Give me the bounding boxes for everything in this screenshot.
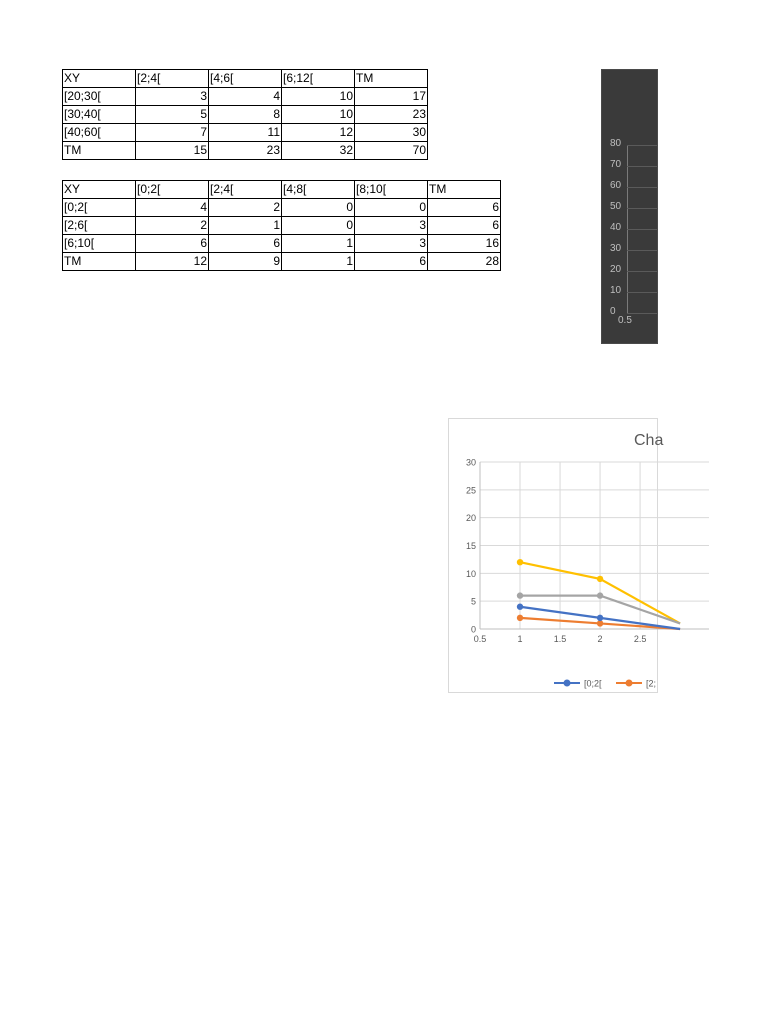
value-cell[interactable]: 23 (355, 106, 428, 124)
value-cell[interactable]: 7 (136, 124, 209, 142)
series-marker (597, 592, 603, 598)
header-cell[interactable]: TM (355, 70, 428, 88)
value-cell[interactable]: 4 (209, 88, 282, 106)
dark-chart-gridline (627, 271, 657, 272)
x-tick-label: 2 (597, 634, 603, 644)
y-tick-label: 30 (465, 457, 476, 468)
dark-chart-y-tick-label: 80 (610, 138, 622, 149)
y-tick-label: 10 (465, 568, 476, 579)
value-cell[interactable]: 6 (428, 199, 501, 217)
legend-marker (564, 680, 571, 687)
header-cell[interactable]: [6;12[ (282, 70, 355, 88)
value-cell[interactable]: 0 (355, 199, 428, 217)
dark-chart-gridline (627, 292, 657, 293)
table-row (63, 253, 501, 271)
value-cell[interactable]: 2 (209, 199, 282, 217)
value-cell[interactable]: 3 (355, 217, 428, 235)
table-header-row (63, 181, 501, 199)
value-cell[interactable]: 28 (428, 253, 501, 271)
y-tick-label: 0 (470, 624, 476, 635)
table-header-row (63, 70, 428, 88)
dark-chart-y-tick-label: 70 (610, 159, 622, 170)
x-tick-label: 1.5 (553, 634, 567, 644)
x-tick-label: 1 (517, 634, 523, 644)
y-tick-label: 25 (465, 485, 476, 496)
header-cell[interactable]: [0;2[ (136, 181, 209, 199)
series-marker (597, 576, 603, 582)
table-row (63, 235, 501, 253)
dark-chart-y-tick-label: 60 (610, 180, 622, 191)
series-marker (597, 620, 603, 626)
header-cell[interactable]: [2;4[ (136, 70, 209, 88)
y-tick-label: 5 (470, 596, 476, 607)
table-row (63, 199, 501, 217)
dark-chart-y-tick-label: 50 (610, 201, 622, 212)
value-cell[interactable]: 3 (355, 235, 428, 253)
legend-marker (626, 680, 633, 687)
y-tick-label: 15 (465, 541, 476, 551)
value-cell[interactable]: 6 (136, 235, 209, 253)
dark-chart-x-tick-label: 0.5 (618, 315, 632, 326)
value-cell[interactable]: 17 (355, 88, 428, 106)
series-marker (517, 559, 523, 565)
value-cell[interactable]: 10 (282, 88, 355, 106)
header-cell[interactable]: [4;6[ (209, 70, 282, 88)
table-xy-2 (62, 180, 501, 271)
dark-chart-panel[interactable] (601, 69, 658, 344)
table-row (63, 88, 428, 106)
header-cell[interactable]: TM (428, 181, 501, 199)
dark-chart-y-tick-label: 0 (610, 306, 616, 317)
value-cell[interactable]: 0 (282, 217, 355, 235)
series-marker (517, 604, 523, 610)
header-cell[interactable]: XY (63, 70, 136, 88)
dark-chart-y-tick-label: 10 (610, 285, 622, 296)
row-label-cell[interactable]: [30;40[ (63, 106, 136, 124)
value-cell[interactable]: 10 (282, 106, 355, 124)
table-row (63, 124, 428, 142)
dark-chart-y-tick-label: 30 (610, 243, 622, 254)
series-marker (517, 592, 523, 598)
header-cell[interactable]: XY (63, 181, 136, 199)
dark-chart-gridline (627, 250, 657, 251)
value-cell[interactable]: 70 (355, 142, 428, 160)
line-chart-panel[interactable] (448, 418, 664, 693)
table-row (63, 142, 428, 160)
dark-chart-y-tick-label: 20 (610, 264, 622, 275)
dark-chart-gridline (627, 145, 657, 146)
value-cell[interactable]: 6 (355, 253, 428, 271)
table-xy-1 (62, 69, 428, 160)
value-cell[interactable]: 32 (282, 142, 355, 160)
dark-chart-gridline (627, 313, 657, 314)
value-cell[interactable]: 0 (282, 199, 355, 217)
line-chart-svg (449, 419, 659, 694)
value-cell[interactable]: 16 (428, 235, 501, 253)
row-label-cell[interactable]: TM (63, 142, 136, 160)
value-cell[interactable]: 15 (136, 142, 209, 160)
value-cell[interactable]: 1 (209, 217, 282, 235)
value-cell[interactable]: 8 (209, 106, 282, 124)
table-row (63, 106, 428, 124)
value-cell[interactable]: 12 (282, 124, 355, 142)
value-cell[interactable]: 11 (209, 124, 282, 142)
row-label-cell[interactable]: [6;10[ (63, 235, 136, 253)
header-cell[interactable]: [4;8[ (282, 181, 355, 199)
value-cell[interactable]: 1 (282, 253, 355, 271)
row-label-cell[interactable]: [2;6[ (63, 217, 136, 235)
value-cell[interactable]: 9 (209, 253, 282, 271)
series-marker (597, 615, 603, 621)
value-cell[interactable]: 2 (136, 217, 209, 235)
table-row (63, 217, 501, 235)
header-cell[interactable]: [8;10[ (355, 181, 428, 199)
value-cell[interactable]: 12 (136, 253, 209, 271)
dark-chart-y-tick-label: 40 (610, 222, 622, 233)
row-label-cell[interactable]: [40;60[ (63, 124, 136, 142)
legend-label: [2; (646, 678, 657, 689)
value-cell[interactable]: 6 (428, 217, 501, 235)
dark-chart-gridline (627, 166, 657, 167)
chart-title: Cha (634, 432, 664, 449)
value-cell[interactable]: 6 (209, 235, 282, 253)
value-cell[interactable]: 5 (136, 106, 209, 124)
dark-chart-gridline (627, 187, 657, 188)
dark-chart-gridline (627, 208, 657, 209)
legend-label: [0;2[ (584, 678, 602, 689)
row-label-cell[interactable]: TM (63, 253, 136, 271)
row-label-cell[interactable]: [20;30[ (63, 88, 136, 106)
value-cell[interactable]: 1 (282, 235, 355, 253)
header-cell[interactable]: [2;4[ (209, 181, 282, 199)
series-marker (517, 615, 523, 621)
value-cell[interactable]: 30 (355, 124, 428, 142)
row-label-cell[interactable]: [0;2[ (63, 199, 136, 217)
value-cell[interactable]: 4 (136, 199, 209, 217)
value-cell[interactable]: 23 (209, 142, 282, 160)
x-tick-label: 2.5 (633, 634, 647, 644)
dark-chart-gridline (627, 229, 657, 230)
y-tick-label: 20 (465, 513, 476, 524)
x-tick-label: 0.5 (473, 634, 487, 644)
value-cell[interactable]: 3 (136, 88, 209, 106)
